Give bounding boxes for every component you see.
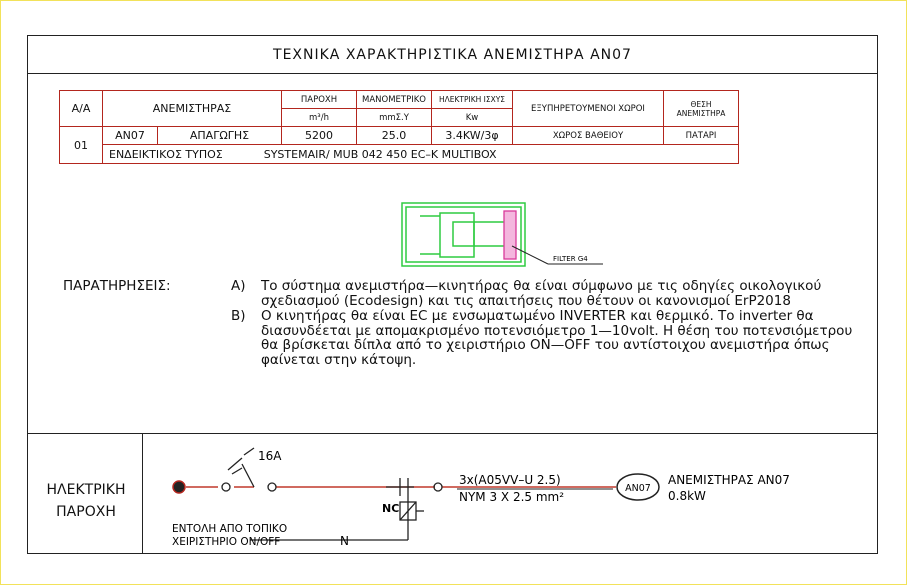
supply-source-dot	[173, 481, 185, 493]
breaker-rating: 16A	[258, 449, 282, 463]
header-served: ΕΞΥΠΗΡΕΤΟΥΜΕΝΟΙ ΧΩΡΟΙ	[513, 91, 664, 127]
fan-name: ΑΝΕΜΙΣΤΗΡΑΣ ΑΝ07	[668, 473, 790, 487]
unit-power: Kw	[432, 109, 513, 127]
header-aa: Α/Α	[60, 91, 103, 127]
fan-power: 0.8kW	[668, 489, 706, 503]
command-tag: N	[340, 534, 349, 548]
command-line-2: ΧΕΙΡΙΣΤΗΡΙΟ ON/OFF	[172, 536, 281, 548]
supply-label-line1: ΗΛΕΚΤΡΙΚΗ	[46, 482, 126, 498]
page-title: ΤΕΧΝΙΚΑ ΧΑΡΑΚΤΗΡΙΣΤΙΚΑ ΑΝΕΜΙΣΤΗΡΑ ΑΝ07	[28, 36, 877, 74]
header-power: ΗΛΕΚΤΡΙΚΗ ΙΣΧΥΣ	[432, 91, 513, 109]
note-item	[231, 279, 856, 308]
header-position: ΘΕΣΗ ΑΝΕΜΙΣΤΗΡΑ	[664, 91, 739, 127]
cable-spec-1: 3x(A05VV–U 2.5)	[459, 473, 561, 487]
cell-power: 3.4KW/3φ	[432, 127, 513, 145]
contactor-label: NC	[382, 502, 400, 515]
note-text: Το σύστημα ανεμιστήρα—κινητήρας θα είναι σύμφωνο με τις οδηγίες οικολογικού σχεδιασμού (Ecodesign) και τις απαιτήσεις που θέτουν οι κανονισμοί ErP2018	[261, 278, 822, 309]
filter-icon	[504, 211, 516, 259]
cell-pressure: 25.0	[357, 127, 432, 145]
header-pressure: ΜΑΝΟΜΕΤΡΙΚΟ	[357, 91, 432, 109]
model-label: ΕΝΔΕΙΚΤΙΚΟΣ ΤΥΠΟΣ	[109, 147, 223, 161]
fan-node-label: AN07	[625, 483, 651, 494]
cell-aa: 01	[60, 127, 103, 164]
header-flow: ΠΑΡΟΧΗ	[282, 91, 357, 109]
cell-type: ΑΠΑΓΩΓΗΣ	[158, 127, 282, 145]
note-item	[231, 309, 856, 367]
supply-label-line2: ΠΑΡΟΧΗ	[56, 504, 116, 520]
unit-flow: m³/h	[282, 109, 357, 127]
note-letter: Β)	[231, 308, 246, 324]
note-text: Ο κινητήρας θα είναι EC με ενσωματωμένο INVERTER και θερμικό. Το inverter θα διασυνδέεται με απομακρισμένο ποτενσιόμετρο 1—10volt. Η θέση του ποτενσιόμετρου θα βρίσκεται δίπλα από το χειριστήριο ON—OFF του αντίστοιχου ανεμιστήρα όπως φαίνεται στην κάτοψη.	[261, 308, 853, 368]
supply-section	[28, 433, 877, 553]
drawing-sheet	[27, 35, 878, 554]
fan-unit-drawing	[28, 36, 879, 436]
cell-flow: 5200	[282, 127, 357, 145]
notes-label: ΠΑΡΑΤΗΡΗΣΕΙΣ:	[63, 278, 171, 294]
unit-pressure: mmΣ.Υ	[357, 109, 432, 127]
cell-served: ΧΩΡΟΣ ΒΑΘΕΙΟΥ	[513, 127, 664, 145]
model-value: SYSTEMAIR/ MUB 042 450 EC–K MULTIBOX	[263, 147, 497, 161]
single-line-diagram	[28, 434, 879, 556]
command-line-1: ΕΝΤΟΛΗ ΑΠΟ ΤΟΠΙΚΟ	[172, 523, 288, 535]
cable-spec-2: NYM 3 X 2.5 mm²	[459, 490, 565, 504]
header-fan: ΑΝΕΜΙΣΤΗΡΑΣ	[103, 91, 282, 127]
filter-label: FILTER G4	[553, 255, 588, 263]
cell-position: ΠΑΤΑΡΙ	[664, 127, 739, 145]
cell-code: ΑΝ07	[103, 127, 158, 145]
note-letter: Α)	[231, 278, 246, 294]
